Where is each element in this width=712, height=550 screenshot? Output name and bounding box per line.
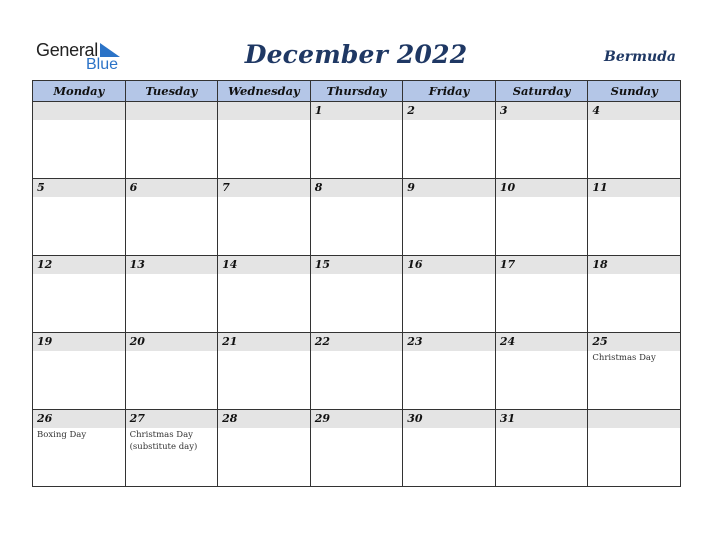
day-number: 14 (218, 256, 310, 274)
day-number: 1 (311, 102, 403, 120)
day-number: 17 (496, 256, 588, 274)
holiday-label: (substitute day) (129, 442, 198, 452)
day-cell (125, 256, 218, 333)
day-cell (218, 410, 311, 487)
day-cell (125, 102, 218, 179)
day-cell (33, 102, 126, 179)
day-number: 10 (496, 179, 588, 197)
day-number: 31 (496, 410, 588, 428)
day-number (126, 102, 218, 120)
week-row (33, 333, 681, 410)
day-cell (403, 256, 496, 333)
week-row (33, 410, 681, 487)
day-number (33, 102, 125, 120)
day-number: 7 (218, 179, 310, 197)
logo-blue-text: Blue (86, 56, 119, 73)
day-cell (403, 410, 496, 487)
day-cell (310, 102, 403, 179)
day-number: 21 (218, 333, 310, 351)
weekday-header-row (33, 81, 681, 102)
day-number: 4 (588, 102, 680, 120)
weekday-header: Friday (403, 81, 496, 102)
day-number: 29 (311, 410, 403, 428)
week-row (33, 256, 681, 333)
day-cell (218, 256, 311, 333)
holiday-label: Christmas Day (592, 353, 656, 363)
region-label: Bermuda (604, 49, 676, 65)
day-cell (218, 102, 311, 179)
day-cell (588, 256, 681, 333)
weekday-header: Saturday (495, 81, 588, 102)
day-number: 13 (126, 256, 218, 274)
day-number: 16 (403, 256, 495, 274)
day-cell (310, 256, 403, 333)
weekday-header: Monday (33, 81, 126, 102)
day-cell (33, 410, 126, 487)
day-cell (310, 410, 403, 487)
day-cell (310, 333, 403, 410)
day-number: 15 (311, 256, 403, 274)
week-row (33, 102, 681, 179)
day-number: 30 (403, 410, 495, 428)
day-cell (218, 179, 311, 256)
day-number: 2 (403, 102, 495, 120)
day-cell (218, 333, 311, 410)
day-cell (125, 410, 218, 487)
day-number: 9 (403, 179, 495, 197)
weekday-header: Tuesday (125, 81, 218, 102)
day-cell (403, 333, 496, 410)
day-cell (403, 102, 496, 179)
day-number: 24 (496, 333, 588, 351)
calendar-grid (32, 80, 681, 487)
weekday-header: Thursday (310, 81, 403, 102)
day-cell (310, 179, 403, 256)
day-cell (495, 179, 588, 256)
week-row (33, 179, 681, 256)
day-cell (495, 102, 588, 179)
weekday-header: Sunday (588, 81, 681, 102)
day-number: 25 (588, 333, 680, 351)
day-number: 23 (403, 333, 495, 351)
day-cell (33, 179, 126, 256)
day-number: 3 (496, 102, 588, 120)
day-number: 18 (588, 256, 680, 274)
day-number: 19 (33, 333, 125, 351)
day-number (588, 410, 680, 428)
day-cell (495, 256, 588, 333)
day-cell (588, 179, 681, 256)
day-cell (403, 179, 496, 256)
day-cell (495, 333, 588, 410)
day-cell (588, 410, 681, 487)
day-cell (33, 333, 126, 410)
day-number: 22 (311, 333, 403, 351)
calendar-title: December 2022 (244, 40, 468, 69)
day-cell (125, 179, 218, 256)
day-number: 28 (218, 410, 310, 428)
day-number: 5 (33, 179, 125, 197)
day-number: 8 (311, 179, 403, 197)
day-cell (495, 410, 588, 487)
logo-general-text: General (36, 40, 98, 60)
day-cell (588, 102, 681, 179)
holiday-label: Boxing Day (37, 430, 87, 440)
day-number: 12 (33, 256, 125, 274)
day-cell (125, 333, 218, 410)
day-number (218, 102, 310, 120)
day-number: 6 (126, 179, 218, 197)
day-cell (33, 256, 126, 333)
day-cell (588, 333, 681, 410)
day-number: 27 (126, 410, 218, 428)
weekday-header: Wednesday (218, 81, 311, 102)
day-number: 20 (126, 333, 218, 351)
day-number: 26 (33, 410, 125, 428)
holiday-label: Christmas Day (129, 430, 193, 440)
day-number: 11 (588, 179, 680, 197)
